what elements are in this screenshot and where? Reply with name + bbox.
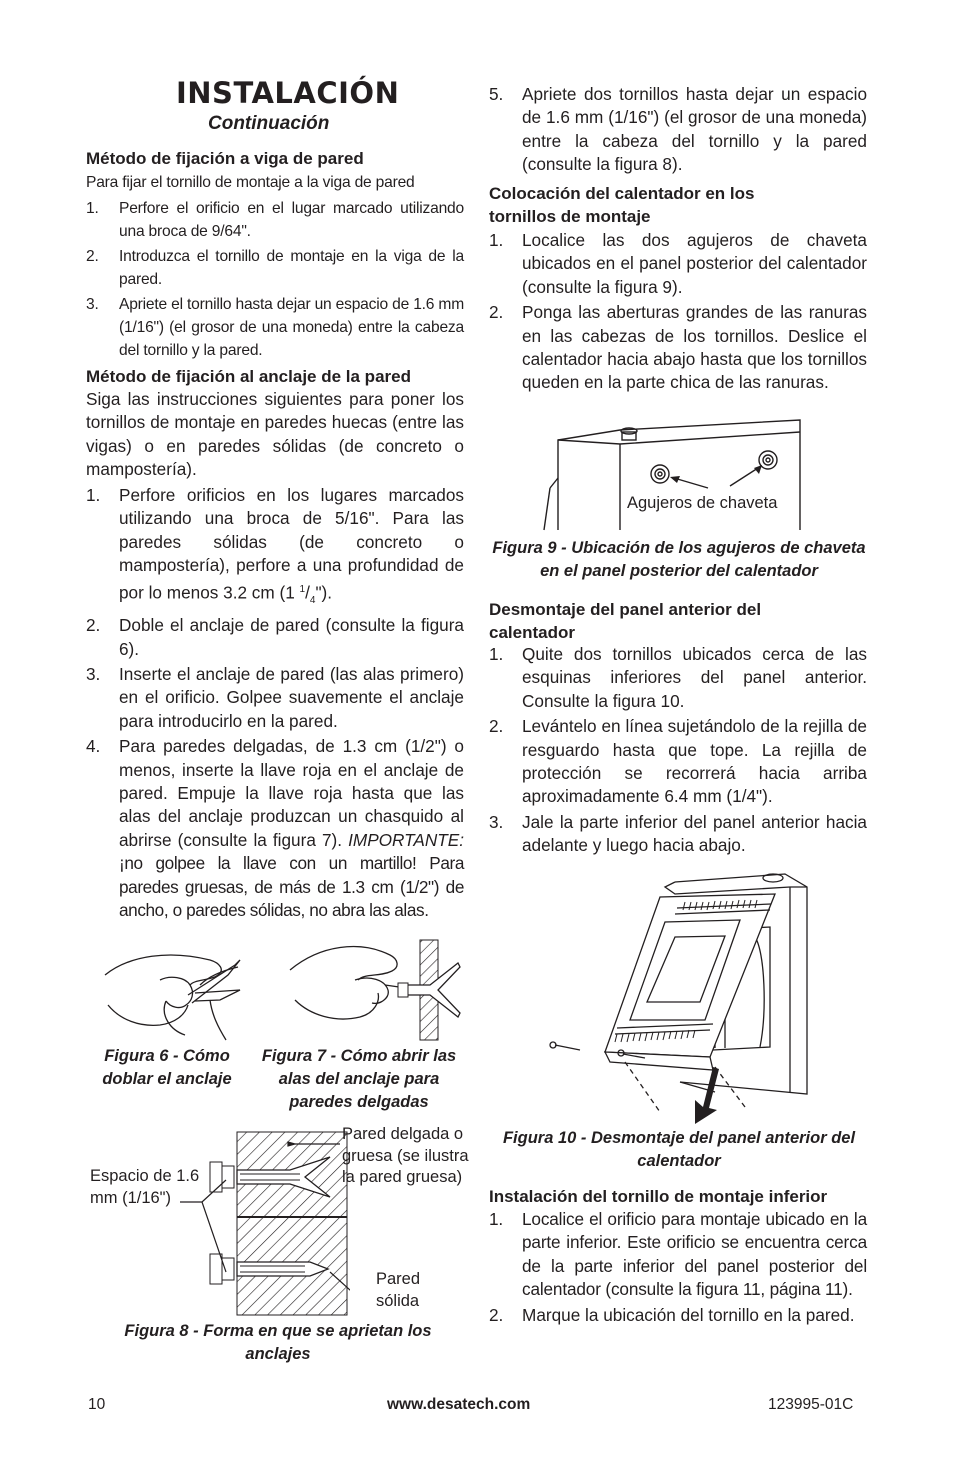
list-item: 1. Quite dos tornillos ubicados cerca de las esquinas inferiores del panel anterior. Consulte la figura 10. <box>489 644 867 711</box>
section-heading: Colocación del calentador en los tornillos de montaje <box>489 184 755 226</box>
numbered-list <box>489 83 867 177</box>
figure-8-label-gap: Espacio de 1.6 mm (1/16") <box>90 1167 200 1207</box>
list-item: 3. Apriete el tornillo hasta dejar un espacio de 1.6 mm (1/16") (el grosor de una moneda) entre la cabeza del tornillo y la pared. <box>86 296 464 359</box>
numbered-list <box>86 197 464 362</box>
section-intro: Siga las instrucciones siguientes para poner los tornillos de montaje en paredes huecas (entre las vigas) o en paredes sólidas (de concreto o mampostería). <box>86 389 464 480</box>
website-link[interactable]: www.desatech.com <box>387 1396 531 1413</box>
numbered-list <box>489 229 867 395</box>
figure-7-illustration <box>280 935 465 1045</box>
section-heading: Método de fijación al anclaje de la pared <box>86 367 411 386</box>
figure-7-caption: Figura 7 - Cómo abrir las alas del anclaje para paredes delgadas <box>261 1047 457 1111</box>
document-code: 123995-01C <box>768 1396 854 1413</box>
list-item: 1. Localice las dos agujeros de chaveta ubicados en el panel posterior del calentador (consulte la figura 9). <box>489 230 867 297</box>
figure-8-label-solid: Pared sólida <box>376 1270 421 1310</box>
list-item: 5. Apriete dos tornillos hasta dejar un espacio de 1.6 mm (1/16") (el grosor de una moneda) entre la cabeza del tornillo y la pared (consulte la figura 8). <box>489 84 867 175</box>
list-item: 4. Para paredes delgadas, de 1.3 cm (1/2") o menos, inserte la llave roja en el anclaje de pared. Empuje la llave roja hasta que las alas del anclaje produzcan un chasquido al abrirse (consulte la figura 7). IMPORTANTE: ¡no golpee la llave con un martillo! Para paredes gruesas, de más de 1.3 cm (1/2") de ancho, o paredes sólidas, no abra las alas. <box>86 736 464 921</box>
figure-9-illustration <box>540 418 805 533</box>
page-subtitle: Continuación <box>208 113 330 134</box>
figure-8-illustration <box>180 1122 350 1318</box>
numbered-list <box>489 643 867 858</box>
numbered-list <box>489 1208 867 1327</box>
section-intro: Para fijar el tornillo de montaje a la viga de pared <box>86 174 415 191</box>
list-item: 3. Jale la parte inferior del panel anterior hacia adelante y luego hacia abajo. <box>489 811 867 856</box>
figure-8-label-wall: Pared delgada o gruesa (se ilustra la pared gruesa) <box>342 1125 469 1186</box>
page-number: 10 <box>88 1396 106 1413</box>
section-heading: Método de fijación a viga de pared <box>86 149 364 168</box>
figure-9-caption: Figura 9 - Ubicación de los agujeros de chaveta en el panel posterior del calentador <box>492 539 866 580</box>
list-item: 1. Perfore el orificio en el lugar marcado utilizando una broca de 9/64". <box>86 200 464 240</box>
list-item: 2. Levántelo en línea sujetándolo de la rejilla de resguardo hasta que tope. La rejilla de protección se recorrerá hacia arriba aproximadamente 6.4 mm (1/4"). <box>489 716 867 807</box>
numbered-list <box>86 484 464 922</box>
page-title: INSTALACIÓN <box>176 76 400 110</box>
section-heading: Desmontaje del panel anterior del calentador <box>489 600 762 642</box>
figure-8-caption: Figura 8 - Forma en que se aprietan los anclajes <box>124 1322 432 1363</box>
figure-9-label: Agujeros de chaveta <box>627 494 778 512</box>
figure-6-illustration <box>100 945 250 1045</box>
list-item: 2. Introduzca el tornillo de montaje en la viga de la pared. <box>86 248 464 288</box>
list-item: 2. Marque la ubicación del tornillo en la pared. <box>489 1304 855 1325</box>
figure-6-caption: Figura 6 - Cómo doblar el anclaje <box>102 1047 232 1088</box>
list-item: 2. Ponga las aberturas grandes de las ranuras en las cabezas de los tornillos. Deslice el calentador hacia abajo hasta que los tornillos queden en la parte chica de las ranuras. <box>489 302 867 393</box>
list-item: 1. Localice el orificio para montaje ubicado en la parte inferior. Este orificio se encuentra cerca de la parte inferior del panel posterior del calentador (consulte la figura 11, página 11). <box>489 1209 867 1300</box>
list-item: 1. Perfore orificios en los lugares marcados utilizando una broca de 5/16". Para las paredes sólidas (de concreto o mampostería), perfore a una profundidad de por lo menos 3.2 cm (1 $^1/_4$"). <box>86 485 464 606</box>
figure-10-illustration <box>545 862 815 1127</box>
figure-10-caption: Figura 10 - Desmontaje del panel anterior del calentador <box>502 1129 856 1170</box>
section-heading: Instalación del tornillo de montaje inferior <box>489 1187 828 1206</box>
list-item: 3. Inserte el anclaje de pared (las alas primero) en el orificio. Golpee suavemente el anclaje para introducirlo en la pared. <box>86 664 464 731</box>
list-item: 2. Doble el anclaje de pared (consulte la figura 6). <box>86 615 464 659</box>
